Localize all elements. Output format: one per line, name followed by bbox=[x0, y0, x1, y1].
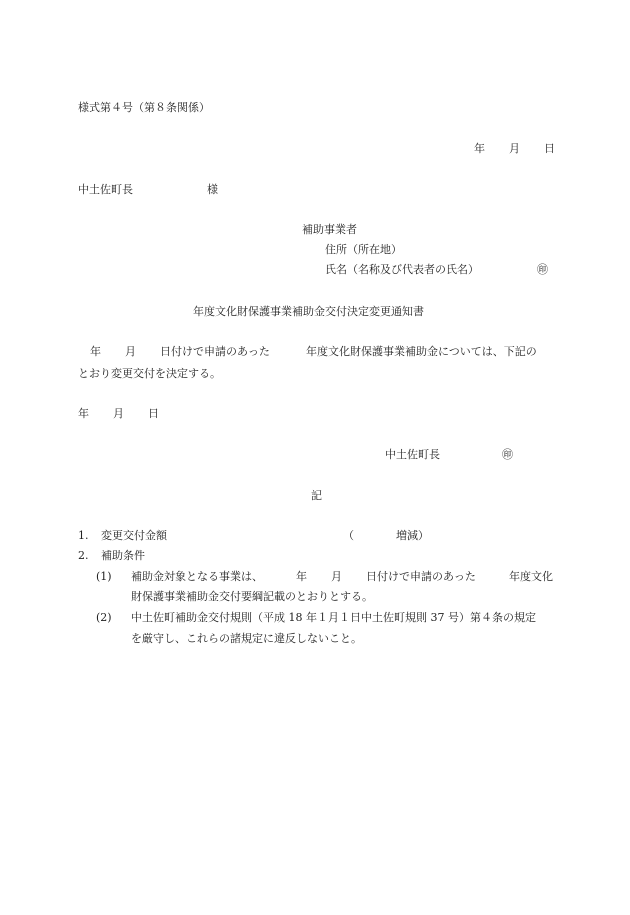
condition2-line1: 中土佐町補助金交付規則（平成 18 年１月１日中土佐町規則 37 号）第４条の規定 bbox=[131, 611, 536, 624]
item2-label: 補助条件 bbox=[101, 549, 145, 562]
item2-number: 2. bbox=[78, 549, 89, 562]
body-line1-b: 年度文化財保護事業補助金については、下記の bbox=[306, 345, 537, 358]
item1-number: 1. bbox=[78, 529, 89, 542]
condition2-number: (2) bbox=[96, 611, 112, 624]
form-number: 様式第４号（第８条関係） bbox=[78, 101, 210, 114]
condition1-number: (1) bbox=[96, 570, 112, 583]
condition1-text-c: 年度文化 bbox=[509, 570, 553, 583]
condition1-text-b: 日付けで申請のあった bbox=[366, 570, 476, 583]
body-month: 月 bbox=[125, 345, 136, 358]
applicant-name: 氏名（名称及び代表者の氏名） bbox=[325, 263, 479, 276]
addressee-honorific: 様 bbox=[207, 183, 218, 196]
applicant-address: 住所（所在地） bbox=[325, 243, 402, 256]
condition1-month: 月 bbox=[331, 570, 342, 583]
condition1-line2: 財保護事業補助金交付要綱記載のとおりとする。 bbox=[131, 590, 373, 603]
date-month: 月 bbox=[509, 142, 520, 155]
condition1-year: 年 bbox=[296, 570, 307, 583]
body-year: 年 bbox=[90, 345, 101, 358]
date-day: 日 bbox=[544, 142, 555, 155]
addressee-name: 中土佐町長 bbox=[78, 183, 133, 196]
body-line2: とおり変更交付を決定する。 bbox=[78, 367, 221, 380]
ki-heading: 記 bbox=[311, 489, 322, 502]
item1-paren-open: （ bbox=[343, 529, 354, 542]
issuer-name: 中土佐町長 bbox=[385, 448, 440, 461]
issuer-seal: ㊞ bbox=[502, 448, 513, 461]
item1-label: 変更交付金額 bbox=[101, 529, 167, 542]
issue-month: 月 bbox=[113, 407, 124, 420]
item1-change: 増減） bbox=[396, 529, 429, 542]
applicant-label: 補助事業者 bbox=[302, 223, 357, 236]
date-year: 年 bbox=[474, 142, 485, 155]
issue-day: 日 bbox=[148, 407, 159, 420]
document-title: 年度文化財保護事業補助金交付決定変更通知書 bbox=[193, 305, 424, 318]
condition1-text-a: 補助金対象となる事業は、 bbox=[131, 570, 263, 583]
condition2-line2: を厳守し、これらの諸規定に違反しないこと。 bbox=[131, 632, 362, 645]
issue-year: 年 bbox=[78, 407, 89, 420]
body-line1-a: 日付けで申請のあった bbox=[160, 345, 270, 358]
applicant-seal: ㊞ bbox=[537, 263, 548, 276]
